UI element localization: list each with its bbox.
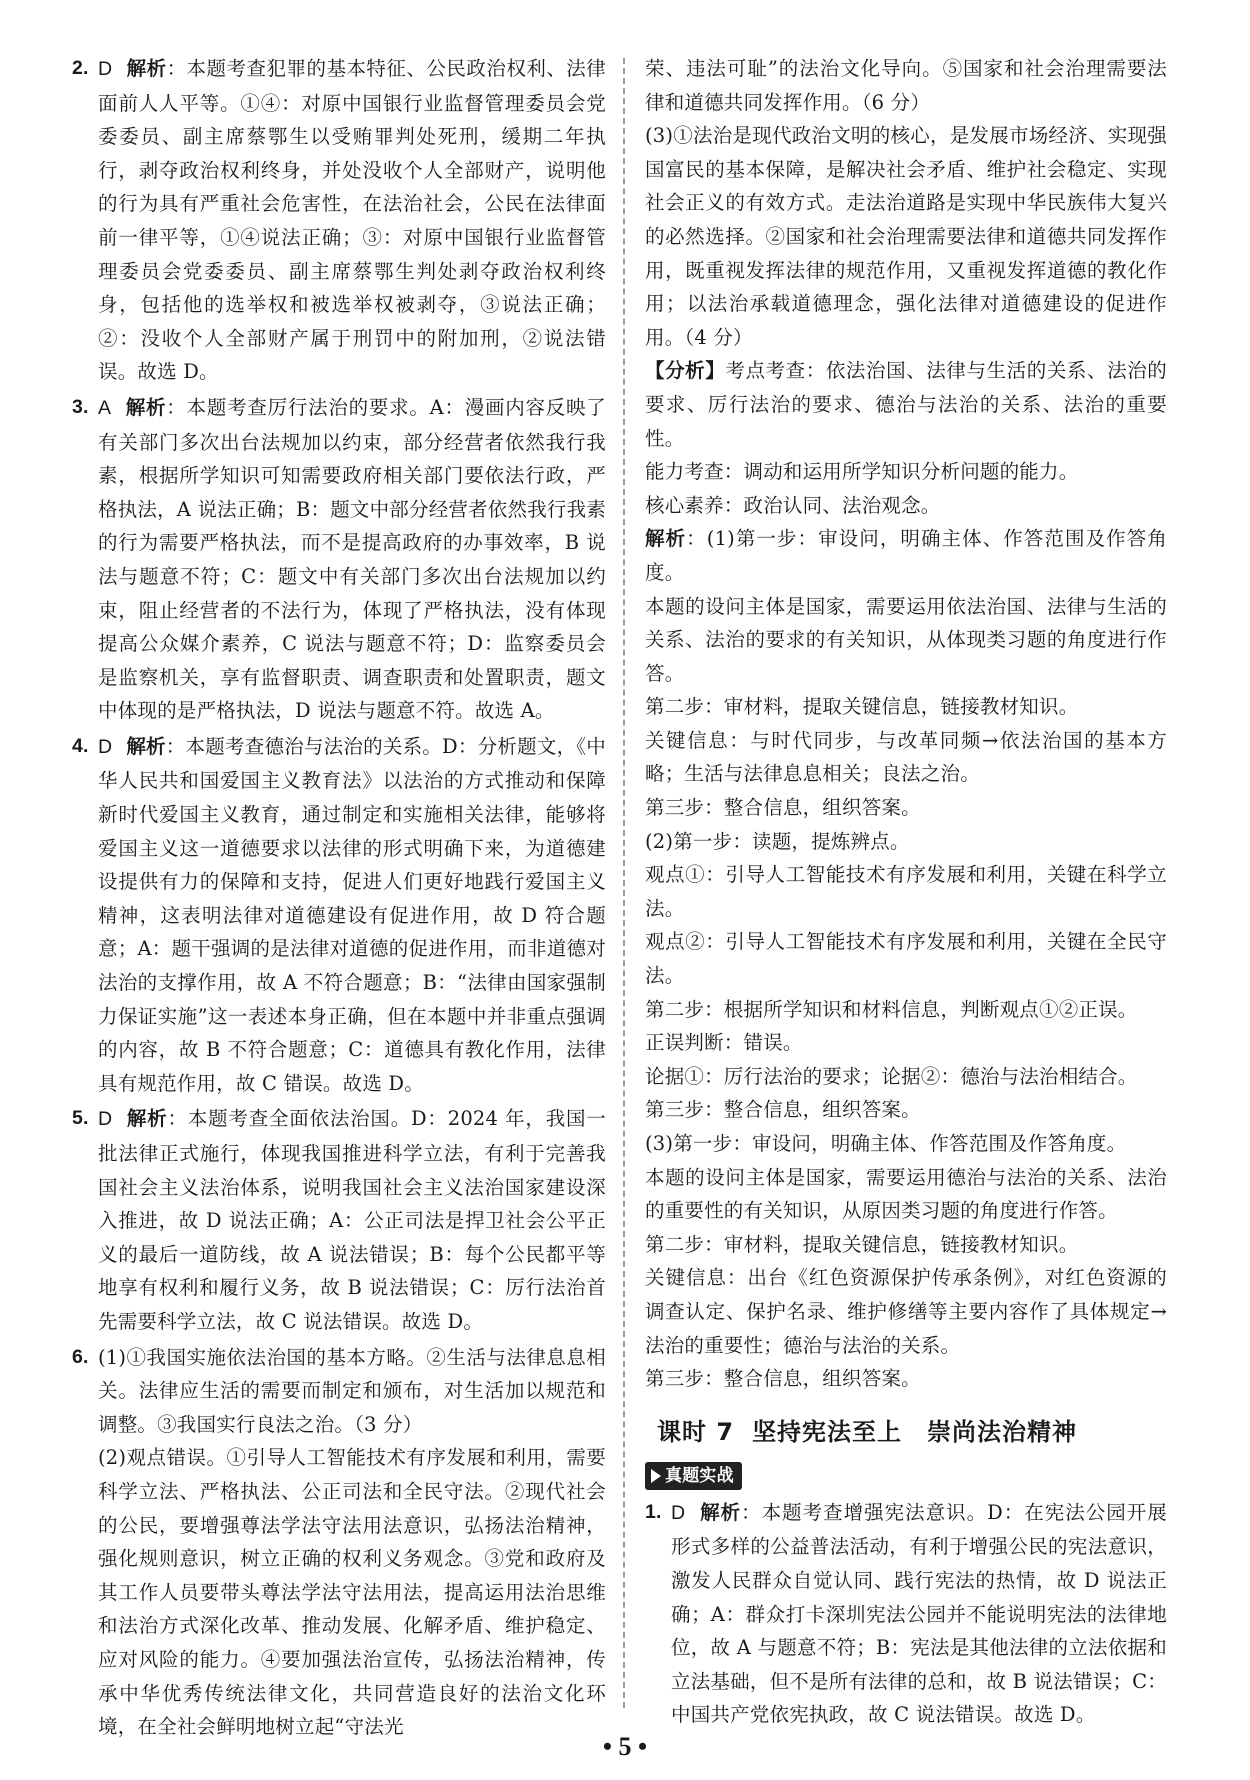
explanation-line: 第二步：审材料，提取关键信息，链接教材知识。 bbox=[645, 695, 1079, 719]
lesson-name: 坚持宪法至上 崇尚法治精神 bbox=[752, 1417, 1078, 1446]
question-number: 2. bbox=[72, 57, 89, 79]
question-number: 4. bbox=[72, 734, 89, 757]
question-2 bbox=[72, 52, 606, 389]
analysis-text: ：本题考查犯罪的基本特征、公民政治权利、法律面前人人平等。①④：对原中国银行业监督管理委员会党委委员、副主席蔡鄂生以受贿罪判处死刑，缓期二年执行，剥夺政治权利终身，并处没收个人全部财产，说明他的行为具有严重社会危害性，在法治社会，公民在法律面前一律平等，①④说法正确；③：对原中国银行业监督管理委员会党委委员、副主席蔡鄂生判处剥夺政治权利终身，包括他的选举权和被选举权被剥夺，③说法正确；②：没收个人全部财产属于刑罚中的附加刑，②说法错误。故选 D。 bbox=[98, 57, 606, 384]
right-column bbox=[645, 52, 1167, 1734]
section-badge-label: 真题实战 bbox=[665, 1465, 734, 1486]
analysis-label: 解析 bbox=[126, 734, 166, 758]
answer-letter: D bbox=[98, 58, 113, 80]
explanation-step bbox=[645, 522, 1167, 589]
explanation-line: 正误判断：错误。 bbox=[645, 1031, 803, 1055]
explanation-text: ：(1)第一步：审设问，明确主体、作答范围及作答角度。 bbox=[645, 527, 1167, 584]
analysis-label: 解析 bbox=[126, 57, 167, 80]
answer-letter: D bbox=[98, 1108, 113, 1131]
explanation-line: 第三步：整合信息，组织答案。 bbox=[645, 1367, 921, 1391]
explanation-line: 关键信息：出台《红色资源保护传承条例》，对红色资源的调查认定、保护名录、维护修缮等主要内容作了具体规定→法治的重要性；德治与法治的关系。 bbox=[645, 1266, 1167, 1357]
explanation-line: 观点②：引导人工智能技术有序发展和利用，关键在全民守法。 bbox=[645, 930, 1167, 988]
play-triangle-icon bbox=[651, 1469, 661, 1483]
answer-part-2: (2)观点错误。①引导人工智能技术有序发展和利用，需要科学立法、严格执法、公正司法和全民守法。②现代社会的公民，要增强尊法学法守法用法意识，弘扬法治精神，强化规则意识，树立正确的权利义务观念。③党和政府及其工作人员要带头尊法学法守法用法，提高运用法治思维和法治方式深化改革、推动发展、化解矛盾、维护稳定、应对风险的能力。④要加强法治宣传，弘扬法治精神，传承中华优秀传统法律文化，共同营造良好的法治文化环境，在全社会鲜明地树立起“守法光 bbox=[98, 1446, 606, 1739]
left-column bbox=[72, 52, 606, 1746]
explanation-label: 解析 bbox=[645, 527, 687, 551]
analysis-text: 考点考查：依法治国、法律与生活的关系、法治的要求、厉行法治的要求、德治与法治的关系、法治的重要性。 bbox=[645, 359, 1167, 450]
question-number: 5. bbox=[72, 1107, 89, 1130]
question-3 bbox=[72, 391, 606, 728]
answer-letter: D bbox=[98, 735, 113, 758]
question-number: 6. bbox=[72, 1345, 89, 1368]
answer-part-1: (1)①我国实施依法治国的基本方略。②生活与法律息息相关。法律应生活的需要而制定和颁布，对生活加以规范和调整。③我国实行良法之治。（3 分） bbox=[98, 1345, 606, 1436]
core-literacy-line: 核心素养：政治认同、法治观念。 bbox=[645, 493, 941, 517]
lesson-title bbox=[657, 1414, 1167, 1450]
question-6 bbox=[72, 1341, 606, 1744]
question-5 bbox=[72, 1102, 606, 1338]
explanation-line: 第二步：根据所学知识和材料信息，判断观点①②正误。 bbox=[645, 997, 1138, 1021]
answer-letter: D bbox=[671, 1501, 686, 1524]
question-number: 1. bbox=[645, 1500, 662, 1523]
analysis-text: ：本题考查全面依法治国。D：2024 年，我国一批法律正式施行，体现我国推进科学立法，有利于完善我国社会主义法治体系，说明我国社会主义法治国家建设深入推进，故 D 说法正确；A：公正司法是捍卫社会公平正义的最后一道防线，故 A 说法错误；B：每个公民都平等地享有权利和履行义务，故 B 说法错误；C：厉行法治首先需要科学立法，故 C 说法错误。故选 D。 bbox=[98, 1107, 606, 1333]
analysis-block bbox=[645, 354, 1167, 455]
explanation-line: 第三步：整合信息，组织答案。 bbox=[645, 796, 921, 820]
lesson-number: 课时 7 bbox=[657, 1417, 735, 1446]
analysis-label: 解析 bbox=[126, 1107, 168, 1131]
answer-continuation: 荣、违法可耻”的法治文化导向。⑤国家和社会治理需要法律和道德共同发挥作用。（6 分） bbox=[645, 57, 1167, 114]
ability-line: 能力考查：调动和运用所学知识分析问题的能力。 bbox=[645, 460, 1079, 484]
page-number: • 5 • bbox=[602, 1732, 648, 1761]
question-1 bbox=[645, 1496, 1167, 1732]
analysis-text: ：本题考查增强宪法意识。D：在宪法公园开展形式多样的公益普法活动，有利于增强公民的宪法意识，激发人民群众自觉认同、践行宪法的热情，故 D 说法正确；A：群众打卡深圳宪法公园并不能说明宪法的法律地位，故 A 与题意不符；B：宪法是其他法律的立法依据和立法基础，但不是所有法律的总和，故 B 说法错误；C：中国共产党依宪执政，故 C 说法错误。故选 D。 bbox=[671, 1500, 1167, 1727]
column-divider bbox=[623, 58, 625, 1708]
explanation-line: 论据①：厉行法治的要求；论据②：德治与法治相结合。 bbox=[645, 1064, 1138, 1088]
answer-part-3: (3)①法治是现代政治文明的核心，是发展市场经济、实现强国富民的基本保障，是解决社会矛盾、维护社会稳定、实现社会正义的有效方式。走法治道路是实现中华民族伟大复兴的必然选择。②国家和社会治理需要法律和道德共同发挥作用，既重视发挥法律的规范作用，又重视发挥道德的教化作用；以法治承载道德理念，强化法律对道德建设的促进作用。（4 分） bbox=[645, 124, 1167, 349]
question-number: 3. bbox=[72, 395, 89, 418]
question-4 bbox=[72, 730, 606, 1101]
analysis-text: ：本题考查厉行法治的要求。A：漫画内容反映了有关部门多次出台法规加以约束，部分经营者依然我行我素，根据所学知识可知需要政府相关部门要依法行政，严格执法，A 说法正确；B：题文中部分经营者依然我行我素的行为需要严格执法，而不是提高政府的办事效率，B 说法与题意不符；C：题文中有关部门多次出台法规加以约束，阻止经营者的不法行为，体现了严格执法，没有体现提高公众媒介素养，C 说法与题意不符；D：监察委员会是监察机关，享有监督职责、调查职责和处置职责，题文中体现的是严格执法，D 说法与题意不符。故选 A。 bbox=[98, 395, 607, 723]
section-badge bbox=[645, 1462, 742, 1490]
explanation-line: (2)第一步：读题，提炼辨点。 bbox=[645, 829, 910, 853]
explanation-line: 关键信息：与时代同步，与改革同频→依法治国的基本方略；生活与法律息息相关；良法之治。 bbox=[645, 728, 1167, 786]
explanation-line: 本题的设问主体是国家，需要运用依法治国、法律与生活的关系、法治的要求的有关知识，从体现类习题的角度进行作答。 bbox=[645, 594, 1167, 685]
explanation-line: (3)第一步：审设问，明确主体、作答范围及作答角度。 bbox=[645, 1132, 1127, 1155]
analysis-heading: 【分析】 bbox=[645, 359, 726, 383]
explanation-line: 本题的设问主体是国家，需要运用德治与法治的关系、法治的重要性的有关知识，从原因类习题的角度进行作答。 bbox=[645, 1165, 1167, 1223]
explanation-line: 第三步：整合信息，组织答案。 bbox=[645, 1098, 921, 1122]
explanation-line: 第二步：审材料，提取关键信息，链接教材知识。 bbox=[645, 1232, 1079, 1256]
answer-letter: A bbox=[98, 396, 112, 419]
analysis-text: ：本题考查德治与法治的关系。D：分析题文，《中华人民共和国爱国主义教育法》以法治的方式推动和保障新时代爱国主义教育，通过制定和实施相关法律，能够将爱国主义这一道德要求以法律的形式明确下来，为道德建设提供有力的保障和支持，促进人们更好地践行爱国主义精神，这表明法律对道德建设有促进作用，故 D 符合题意；A：题干强调的是法律对道德的促进作用，而非道德对法治的支撑作用，故 A 不符合题意；B：“法律由国家强制力保证实施”这一表述本身正确，但在本题中并非重点强调的内容，故 B 不符合题意；C：道德具有教化作用，法律具有规范作用，故 C 错误。故选 D。 bbox=[98, 734, 606, 1095]
analysis-label: 解析 bbox=[699, 1500, 742, 1524]
analysis-label: 解析 bbox=[125, 395, 167, 419]
explanation-line: 观点①：引导人工智能技术有序发展和利用，关键在科学立法。 bbox=[645, 863, 1167, 920]
